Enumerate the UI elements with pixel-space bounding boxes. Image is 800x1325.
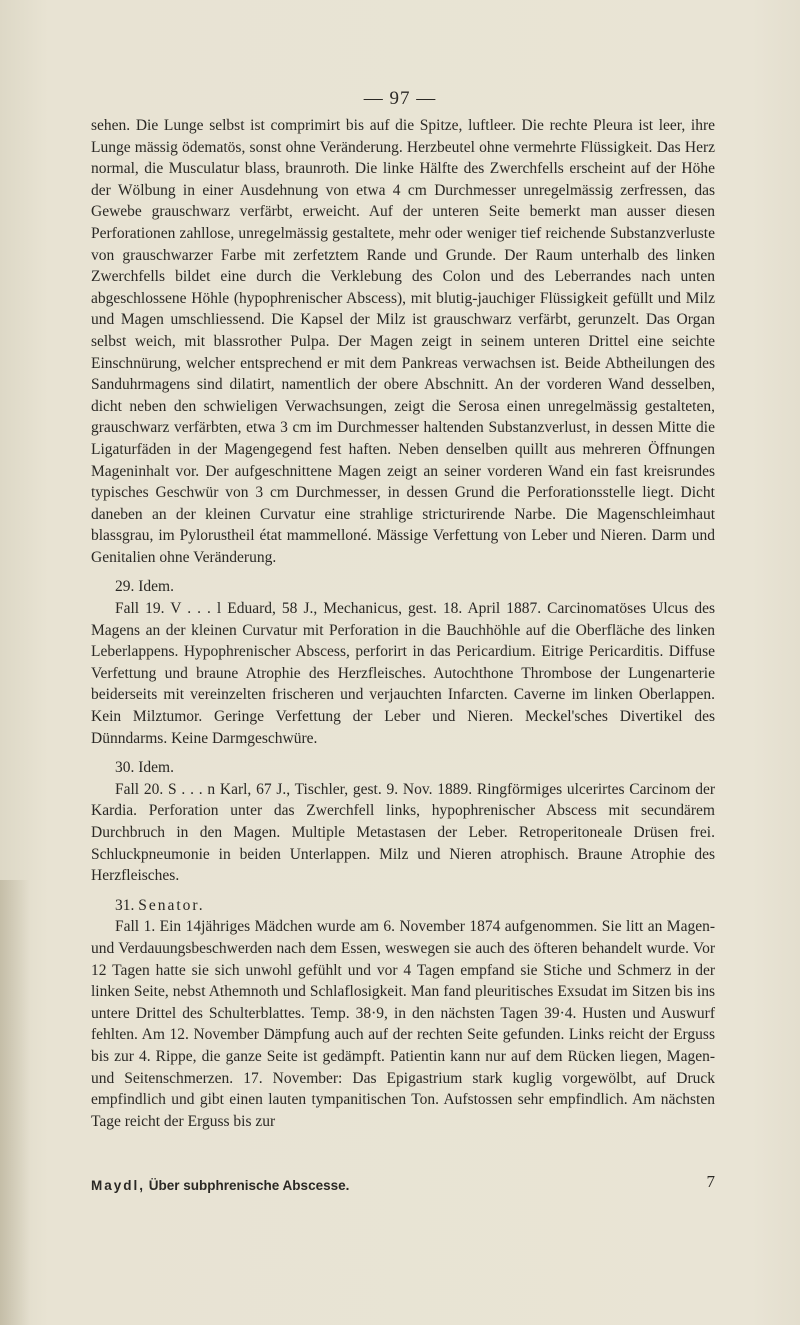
running-footer [91,1178,349,1193]
binding-shadow [0,880,30,1325]
section-heading-29: 29. Idem. [115,578,174,596]
page-footer [91,1172,715,1193]
section-heading-30: 30. Idem. [115,759,174,777]
page-number: — 97 — [363,88,437,109]
body-text [91,115,715,1132]
footer-author: Maydl, [91,1178,146,1193]
footer-title: Über subphrenische Abscesse. [148,1178,350,1193]
case-paragraph-30: Fall 20. S . . . n Karl, 67 J., Tischler, gest. 9. Nov. 1889. Ringförmiges ulcerirtes Carcinom der Kardia. Perforation unter das Zwerchfell links, hypophrenischer Abscess mit secundärem Durchbruch in den Magen. Multiple Metastasen der Leber. Retroperitoneale Drüsen frei. Schluckpneumonie in beiden Unterlappen. Milz und Nieren atrophisch. Braune Atrophie des Herzfleisches. [91,780,715,885]
section-heading-31 [91,895,715,917]
signature-mark: 7 [706,1172,715,1191]
section-author-senator: Senator. [138,896,205,914]
case-paragraph-31: Fall 1. Ein 14jähriges Mädchen wurde am 6. November 1874 aufgenommen. Sie litt an Magen- und Verdauungsbeschwerden nach dem Essen, weswegen sie auch des öfteren behandelt wurde. Vor 12 Tagen hatte sie sich unwohl gefühlt und vor 4 Tagen empfand sie Stiche und Schmerz in der linken Seite, nebst Athemnoth und Schlaflosigkeit. Man fand pleuritisches Exsudat im Sitzen bis ins untere Drittel des Schulterblattes. Temp. 38·9, in den nächsten Tagen 39·4. Husten und Auswurf fehlten. Am 12. November Dämpfung auch auf der rechten Seite gefunden. Links reicht der Erguss bis zur 4. Rippe, die ganze Seite ist gedämpft. Patientin kann nur auf dem Rücken liegen, Magen- und Seitenschmerzen. 17. November: Das Epigastrium stark kuglig vorgewölbt, auf Druck empfindlich und gibt einen lauten tympanitischen Ton. Aufstossen sehr empfindlich. Am nächsten Tage reicht der Erguss bis zur [91,918,715,1130]
case-paragraph-29: Fall 19. V . . . l Eduard, 58 J., Mechanicus, gest. 18. April 1887. Carcinomatöses Ulcus des Magens an der kleinen Curvatur mit Perforation in die Bauchhöhle auf die Oberfläche des linken Leberlappens. Hypophrenischer Abscess, perforirt in das Pericardium. Eitrige Pericarditis. Diffuse Verfettung und braune Atrophie des Herzfleisches. Autochthone Thrombose der Lungenarterie beiderseits mit vereinzelten frischeren und verjauchten Infarcten. Caverne im linken Oberlappen. Kein Milztumor. Geringe Verfettung der Leber und Nieren. Meckel'sches Divertikel des Dünndarms. Keine Darmgeschwüre. [91,600,715,747]
paragraph-continuation: sehen. Die Lunge selbst ist comprimirt bis auf die Spitze, luftleer. Die rechte Pleura ist leer, ihre Lunge mässig ödematös, sonst ohne Veränderung. Herzbeutel ohne vermehrte Flüssigkeit. Das Herz normal, die Musculatur blass, braunroth. Die linke Hälfte des Zwerchfells erscheint auf der Höhe der Wölbung in einer Ausdehnung von etwa 4 cm Durchmesser unregelmässig zerfressen, das Gewebe grauschwarz verfärbt, erweicht. Auf der unteren Seite bemerkt man ausser diesen Perforationen zahllose, unregelmässig gestaltete, mehr oder weniger tief reichende Substanzverluste von grauschwarzer Farbe mit zerfetztem Rande und Grunde. Der Raum unterhalb des linken Zwerchfells bildet eine durch die Verklebung des Colon und des Leberrandes nach unten abgeschlossene Höhle (hypophrenischer Abscess), mit blutig-jauchiger Flüssigkeit gefüllt und Milz und Magen umschliessend. Die Kapsel der Milz ist grauschwarz verfärbt, gerunzelt. Das Organ selbst weich, mit blassrother Pulpa. Der Magen zeigt in seinem unteren Drittel eine seichte Einschnürung, welcher entsprechend er mit dem Pankreas verwachsen ist. Beide Abtheilungen des Sanduhrmagens sind dilatirt, namentlich der obere Abschnitt. An der vorderen Wand desselben, dicht neben den schwieligen Verwachsungen, zeigt die Serosa einen unregelmässig gestalteten, grauschwarz verfärbten, etwa 3 cm im Durchmesser haltenden Substanzverlust, in dessen Mitte die Ligaturfäden in der Magengegend fest haften. Neben denselben quillt aus mehreren Öffnungen Mageninhalt vor. Der aufgeschnittene Magen zeigt an seiner vorderen Wand ein fast kreisrundes typisches Geschwür von 3 cm Durchmesser, in dessen Grund die Perforationsstelle liegt. Dicht daneben an der kleinen Curvatur eine strahlige stricturirende Narbe. Die Magenschleimhaut blassgrau, im Pylorustheil état mammelloné. Mässige Verfettung von Leber und Nieren. Darm und Genitalien ohne Veränderung. [91,117,715,566]
section-number-31: 31. [115,896,135,914]
